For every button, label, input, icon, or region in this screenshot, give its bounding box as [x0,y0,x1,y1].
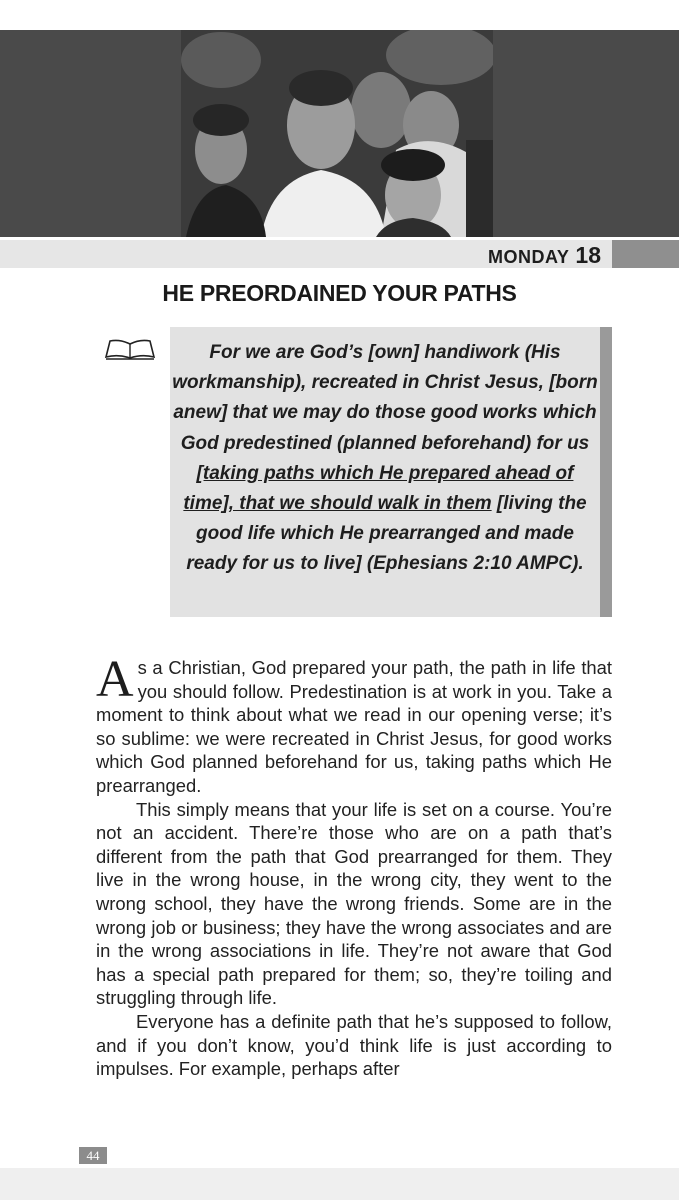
day-name: MONDAY [488,247,570,267]
devotional-body [96,651,612,1081]
bottom-edge [0,1168,679,1200]
paragraph-2: This simply means that your life is set on a course. You’re not an accident. There’re those who are on a path that’s different from the path that God prearranged for them. They live in the wrong house, in the wrong city, they went to the wrong school, they have the wrong friends. Some are in the wrong job or business; they have the wrong associates and are in the wrong associations in life. They’re not aware that God has a special path prepared for them; so, they’re toiling and struggling through life. [96,798,612,1009]
paragraph-3: Everyone has a definite path that he’s supposed to follow, and if you don’t know, you’d think life is just according to impulses. For example, perhaps after [96,1010,612,1080]
page-number: 44 [79,1147,107,1164]
crowd-photo [181,30,493,237]
open-book-icon [104,337,156,361]
scripture-part-2: [living the good life which He prearranged and made ready for us to live] (Ephesians 2:10 AMPC). [186,493,587,575]
paragraph-1 [96,651,612,798]
paragraph-1-text: s a Christian, God prepared your path, the path in life that you should follow. Predestination is at work in you. Take a moment to think about what we read in our opening verse; it’s so sublime: we were recreated in Christ Jesus, for good works which God planned beforehand for us, taking paths which He prearranged. [96,657,612,796]
day-number: 18 [575,242,601,268]
scripture-underlined: [taking paths which He prepared ahead of time], that we should walk in them [183,462,574,515]
scripture-part-1: For we are God’s [own] handiwork (His workmanship), recreated in Christ Jesus, [born anew] that we may do those good works which God predestined (planned beforehand) for us [172,342,598,454]
scripture-text [172,338,598,580]
day-band [0,240,679,268]
header-banner [0,30,679,237]
top-edge [0,0,679,23]
day-band-accent [612,240,679,268]
drop-cap: A [96,651,134,708]
scripture-box-edge [600,327,612,617]
date-label [488,242,601,269]
devotional-title: HE PREORDAINED YOUR PATHS [162,280,517,306]
